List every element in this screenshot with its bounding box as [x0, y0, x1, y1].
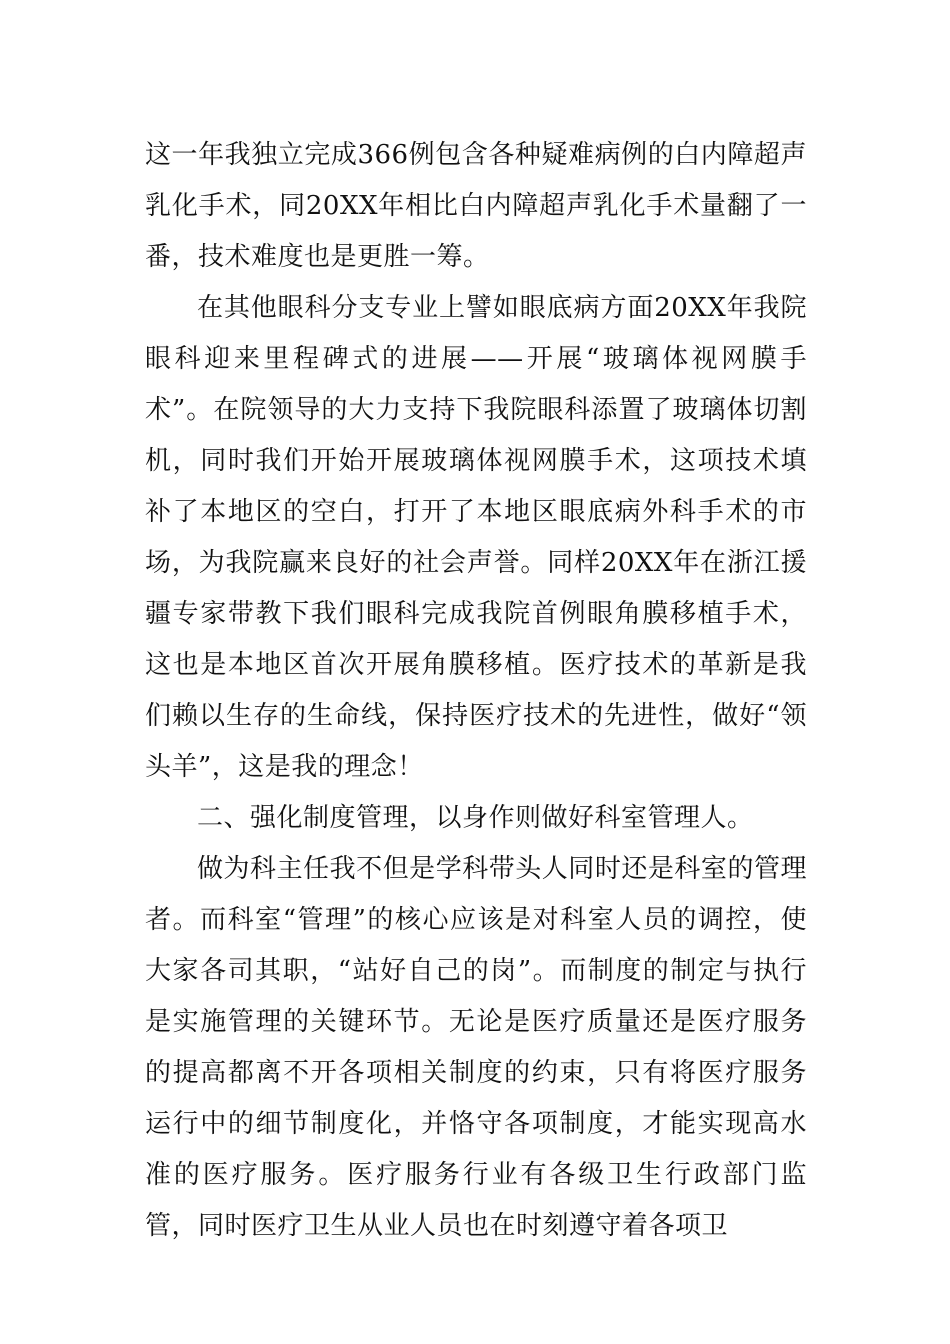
paragraph-3: 做为科主任我不但是学科带头人同时还是科室的管理者。而科室“管理”的核心应该是对科室人员的调控，使大家各司其职，“站好自己的岗”。而制度的制定与执行是实施管理的关键环节。无论是医疗质量还是医疗服务的提高都离不开各项相关制度的约束，只有将医疗服务运行中的细节制度化，并恪守各项制度，才能实现高水准的医疗服务。医疗服务行业有各级卫生行政部门监管，同时医疗卫生从业人员也在时刻遵守着各项卫 [145, 854, 807, 1241]
section-heading: 二、强化制度管理，以身作则做好科室管理人。 [197, 803, 754, 833]
paragraph-1: 这一年我独立完成366例包含各种疑难病例的白内障超声乳化手术，同20XX年相比白内障超声乳化手术量翻了一番，技术难度也是更胜一筹。 [145, 140, 807, 272]
document-body [145, 130, 807, 1252]
paragraph-2: 在其他眼科分支专业上譬如眼底病方面20XX年我院眼科迎来里程碑式的进展——开展“玻璃体视网膜手术”。在院领导的大力支持下我院眼科添置了玻璃体切割机，同时我们开始开展玻璃体视网膜手术，这项技术填补了本地区的空白，打开了本地区眼底病外科手术的市场，为我院赢来良好的社会声誉。同样20XX年在浙江援疆专家带教下我们眼科完成我院首例眼角膜移植手术，这也是本地区首次开展角膜移植。医疗技术的革新是我们赖以生存的生命线，保持医疗技术的先进性，做好“领头羊”，这是我的理念！ [145, 293, 807, 782]
